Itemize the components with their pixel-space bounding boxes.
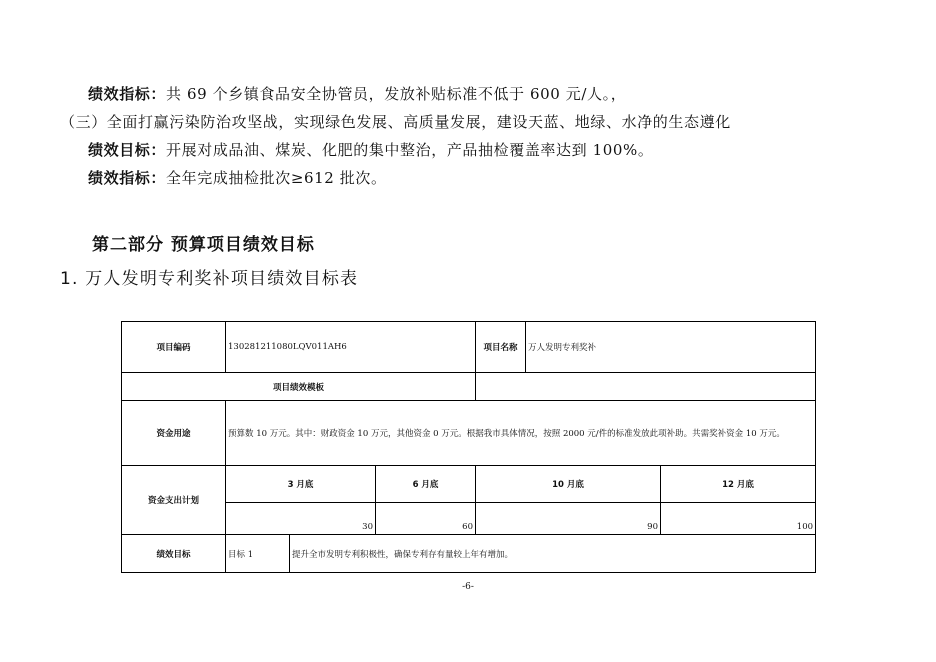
template-label: 项目绩效模板 bbox=[122, 373, 476, 401]
colon: ： bbox=[150, 85, 167, 103]
project-name-label: 项目名称 bbox=[476, 322, 526, 373]
perf-indicator-text: 全年完成抽检批次≥612 批次。 bbox=[166, 169, 387, 187]
perf-goal-text: 开展对成品油、煤炭、化肥的集中整治，产品抽检覆盖率达到 100%。 bbox=[166, 141, 654, 159]
plan-value-q3: 90 bbox=[476, 503, 661, 535]
perf-indicator-text: 共 69 个乡镇食品安全协管员，发放补贴标准不低于 600 元/人。， bbox=[166, 85, 627, 103]
perf-indicator-label: 绩效指标 bbox=[88, 169, 151, 187]
project-code-value: 130281211080LQV011AH6 bbox=[226, 322, 476, 373]
perf-goal-label-cell: 绩效目标 bbox=[122, 535, 226, 573]
section-title: 第二部分 预算项目绩效目标 bbox=[92, 235, 315, 255]
table-row bbox=[122, 503, 816, 535]
plan-value-q4: 100 bbox=[661, 503, 816, 535]
colon: ： bbox=[150, 141, 167, 159]
table-row bbox=[122, 373, 816, 401]
table-row bbox=[122, 466, 816, 503]
plan-header-q2: 6 月底 bbox=[376, 466, 476, 503]
plan-value-q1: 30 bbox=[226, 503, 376, 535]
pollution-campaign-text: （三）全面打赢污染防治攻坚战，实现绿色发展、高质量发展，建设天蓝、地绿、水净的生态遵化 bbox=[60, 113, 731, 131]
perf-indicator-label: 绩效指标 bbox=[88, 85, 151, 103]
fund-usage-text: 预算数 10 万元。其中：财政资金 10 万元，其他资金 0 万元。根据我市具体情况，按照 2000 元/件的标准发放此项补助。共需奖补资金 10 万元。 bbox=[226, 401, 816, 466]
subsection-title: 万人发明专利奖补项目绩效目标表 bbox=[85, 269, 359, 289]
plan-value-q2: 60 bbox=[376, 503, 476, 535]
paragraph-pollution-campaign bbox=[60, 111, 731, 132]
template-value bbox=[476, 373, 816, 401]
paragraph-perf-indicator-2 bbox=[88, 167, 387, 188]
goal-id: 目标 1 bbox=[226, 535, 290, 573]
table-row bbox=[122, 401, 816, 466]
plan-header-q4: 12 月底 bbox=[661, 466, 816, 503]
performance-target-table bbox=[121, 321, 816, 573]
perf-goal-label: 绩效目标 bbox=[88, 141, 151, 159]
project-code-label: 项目编码 bbox=[122, 322, 226, 373]
plan-header-q1: 3 月底 bbox=[226, 466, 376, 503]
page-number: -6- bbox=[462, 582, 474, 592]
spending-plan-label: 资金支出计划 bbox=[122, 466, 226, 535]
paragraph-perf-goal bbox=[88, 139, 653, 160]
project-name-value: 万人发明专利奖补 bbox=[526, 322, 816, 373]
plan-header-q3: 10 月底 bbox=[476, 466, 661, 503]
goal-text: 提升全市发明专利积极性，确保专利存有量较上年有增加。 bbox=[290, 535, 816, 573]
paragraph-perf-indicator-1 bbox=[88, 83, 626, 104]
table-row bbox=[122, 322, 816, 373]
subsection-number: 1. bbox=[60, 269, 79, 289]
fund-usage-label: 资金用途 bbox=[122, 401, 226, 466]
colon: ： bbox=[150, 169, 167, 187]
table-row bbox=[122, 535, 816, 573]
subsection-heading bbox=[60, 264, 358, 289]
